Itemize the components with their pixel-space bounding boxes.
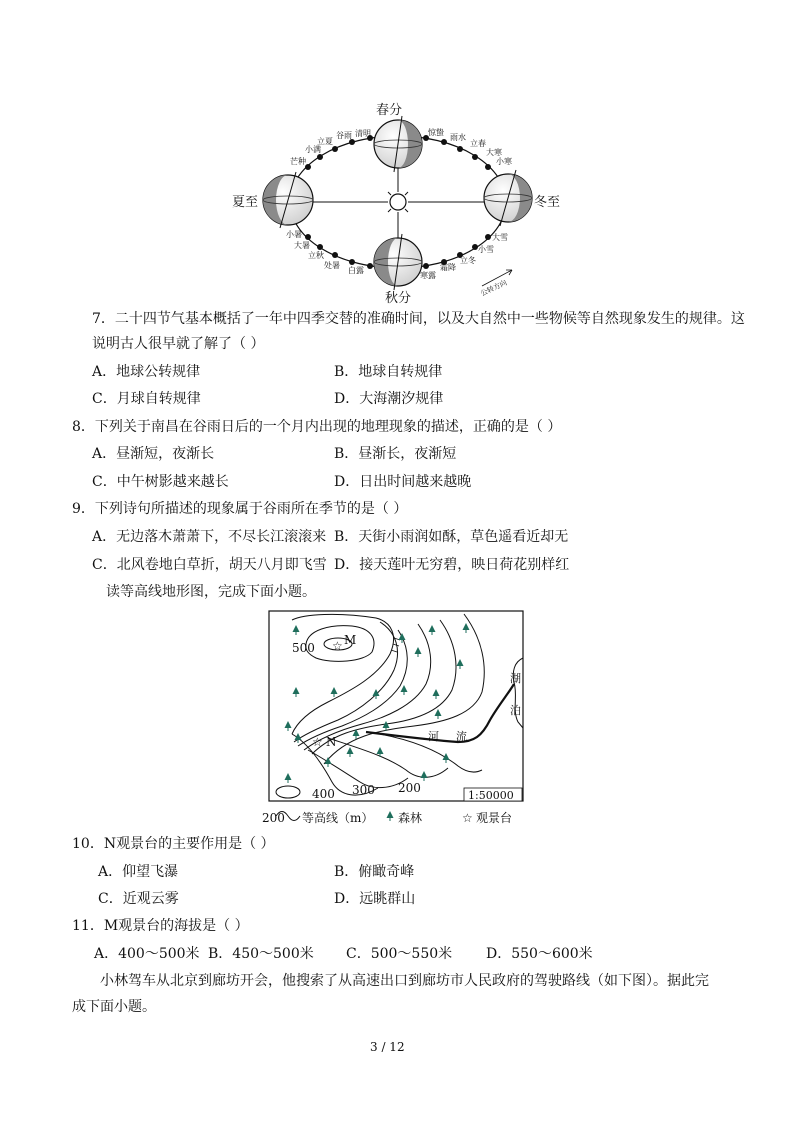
- contour-map: [262, 610, 530, 828]
- orbit-direction-label: 公转方向: [479, 278, 509, 298]
- q7-option-c[interactable]: C．月球自转规律: [92, 391, 201, 407]
- label-lake-1: 湖: [510, 672, 521, 685]
- q7-option-d[interactable]: D．大海潮汐规律: [334, 391, 444, 407]
- term-xiaoshu: 小暑: [286, 230, 302, 239]
- q9-option-a[interactable]: A．无边落木萧萧下，不尽长江滚滚来: [92, 529, 327, 545]
- term-yushui: 雨水: [450, 133, 466, 142]
- q11-option-d[interactable]: D．550～600米: [486, 946, 593, 962]
- q9-option-d[interactable]: D．接天莲叶无穷碧，映日荷花别样红: [334, 557, 570, 573]
- label-summer: 夏至: [232, 195, 259, 210]
- q9-option-c[interactable]: C．北风卷地白草折，胡天八月即飞雪: [92, 557, 327, 573]
- q11-option-a[interactable]: A．400～500米: [94, 946, 200, 962]
- passage-line2: 成下面小题。: [72, 999, 156, 1015]
- label-400: 400: [312, 787, 335, 801]
- q11-option-b[interactable]: B．450～500米: [208, 946, 314, 962]
- earth-summer-icon: [263, 172, 313, 228]
- q7-stem-line1: 7．二十四节气基本概括了一年中四季交替的准确时间，以及大自然中一些物候等自然现象发生的规律。这: [92, 311, 745, 327]
- q9-stem: 9．下列诗句所描述的现象属于谷雨所在季节的是（ ）: [72, 501, 408, 517]
- label-200: 200: [398, 781, 421, 795]
- earth-autumn-icon: [374, 234, 422, 290]
- map-scale: 1:50000: [468, 789, 514, 802]
- term-jingzhe: 惊蛰: [428, 128, 444, 137]
- legend-viewpoint: 观景台: [476, 811, 513, 825]
- term-guyu: 谷雨: [336, 131, 352, 140]
- label-spring: 春分: [376, 103, 403, 118]
- q8-option-c[interactable]: C．中午树影越来越长: [92, 474, 229, 490]
- q7-stem-line2: 说明古人很早就了解了（ ）: [92, 336, 265, 352]
- term-dashu: 大暑: [294, 241, 310, 250]
- earth-spring-icon: [374, 116, 422, 172]
- orbit-diagram: [230, 100, 570, 305]
- map-intro: 读等高线地形图，完成下面小题。: [106, 584, 316, 600]
- term-xiaoxue: 小雪: [478, 245, 494, 254]
- label-winter: 冬至: [534, 195, 561, 210]
- viewpoint-m-star-icon: ☆: [332, 639, 343, 653]
- legend-contour-value: 200: [262, 811, 285, 825]
- q10-option-a[interactable]: A．仰望飞瀑: [98, 864, 179, 880]
- legend-forest: 森林: [398, 811, 423, 825]
- label-point-m: M: [344, 633, 357, 647]
- q8-option-a[interactable]: A．昼渐短，夜渐长: [92, 446, 215, 462]
- q8-option-b[interactable]: B．昼渐长，夜渐短: [334, 446, 457, 462]
- term-lichun: 立春: [470, 139, 486, 148]
- term-lidong: 立冬: [460, 256, 476, 265]
- earth-winter-icon: [484, 170, 532, 226]
- q9-option-b[interactable]: B．天街小雨润如酥，草色遥看近却无: [334, 529, 569, 545]
- term-qingming: 清明: [355, 129, 371, 138]
- q10-option-b[interactable]: B．俯瞰奇峰: [334, 864, 415, 880]
- label-river-1: 河: [428, 730, 439, 743]
- q10-option-c[interactable]: C．近观云雾: [98, 891, 179, 907]
- term-xiaohan: 小寒: [496, 157, 512, 166]
- label-autumn: 秋分: [385, 291, 412, 306]
- q11-stem: 11．M观景台的海拔是（ ）: [72, 918, 249, 934]
- term-daxue: 大雪: [492, 233, 508, 242]
- q8-stem: 8．下列关于南昌在谷雨日后的一个月内出现的地理现象的描述，正确的是（ ）: [72, 419, 562, 435]
- term-hanlu: 寒露: [420, 271, 436, 280]
- q10-option-d[interactable]: D．远眺群山: [334, 891, 416, 907]
- viewpoint-n-star-icon: ☆: [312, 735, 323, 749]
- sun-icon: [384, 188, 412, 216]
- term-lixia: 立夏: [317, 137, 333, 146]
- term-chushu: 处暑: [324, 261, 340, 270]
- legend-contour-text: 等高线（m）: [302, 811, 374, 825]
- label-river-2: 流: [456, 730, 467, 743]
- term-dahan: 大寒: [486, 148, 502, 157]
- q7-option-b[interactable]: B．地球自转规律: [334, 364, 443, 380]
- term-bailu: 白露: [348, 266, 364, 275]
- page-number: 3 / 12: [370, 1040, 405, 1054]
- term-xiaoman: 小满: [305, 145, 321, 154]
- q8-option-d[interactable]: D．日出时间越来越晚: [334, 474, 472, 490]
- legend-star-icon: ☆: [462, 811, 473, 825]
- term-shuangjiang: 霜降: [440, 263, 456, 272]
- label-lake-2: 泊: [510, 704, 521, 717]
- term-mangzhong: 芒种: [290, 157, 306, 166]
- q7-option-a[interactable]: A．地球公转规律: [92, 364, 201, 380]
- label-point-n: N: [326, 735, 337, 749]
- q10-stem: 10．N观景台的主要作用是（ ）: [72, 836, 275, 852]
- q11-option-c[interactable]: C．500～550米: [346, 946, 453, 962]
- term-liqiu: 立秋: [308, 251, 324, 260]
- label-500: 500: [292, 641, 315, 655]
- label-300: 300: [352, 783, 375, 797]
- passage-line1: 小林驾车从北京到廊坊开会，他搜索了从高速出口到廊坊市人民政府的驾驶路线（如下图）。据此完: [100, 973, 709, 989]
